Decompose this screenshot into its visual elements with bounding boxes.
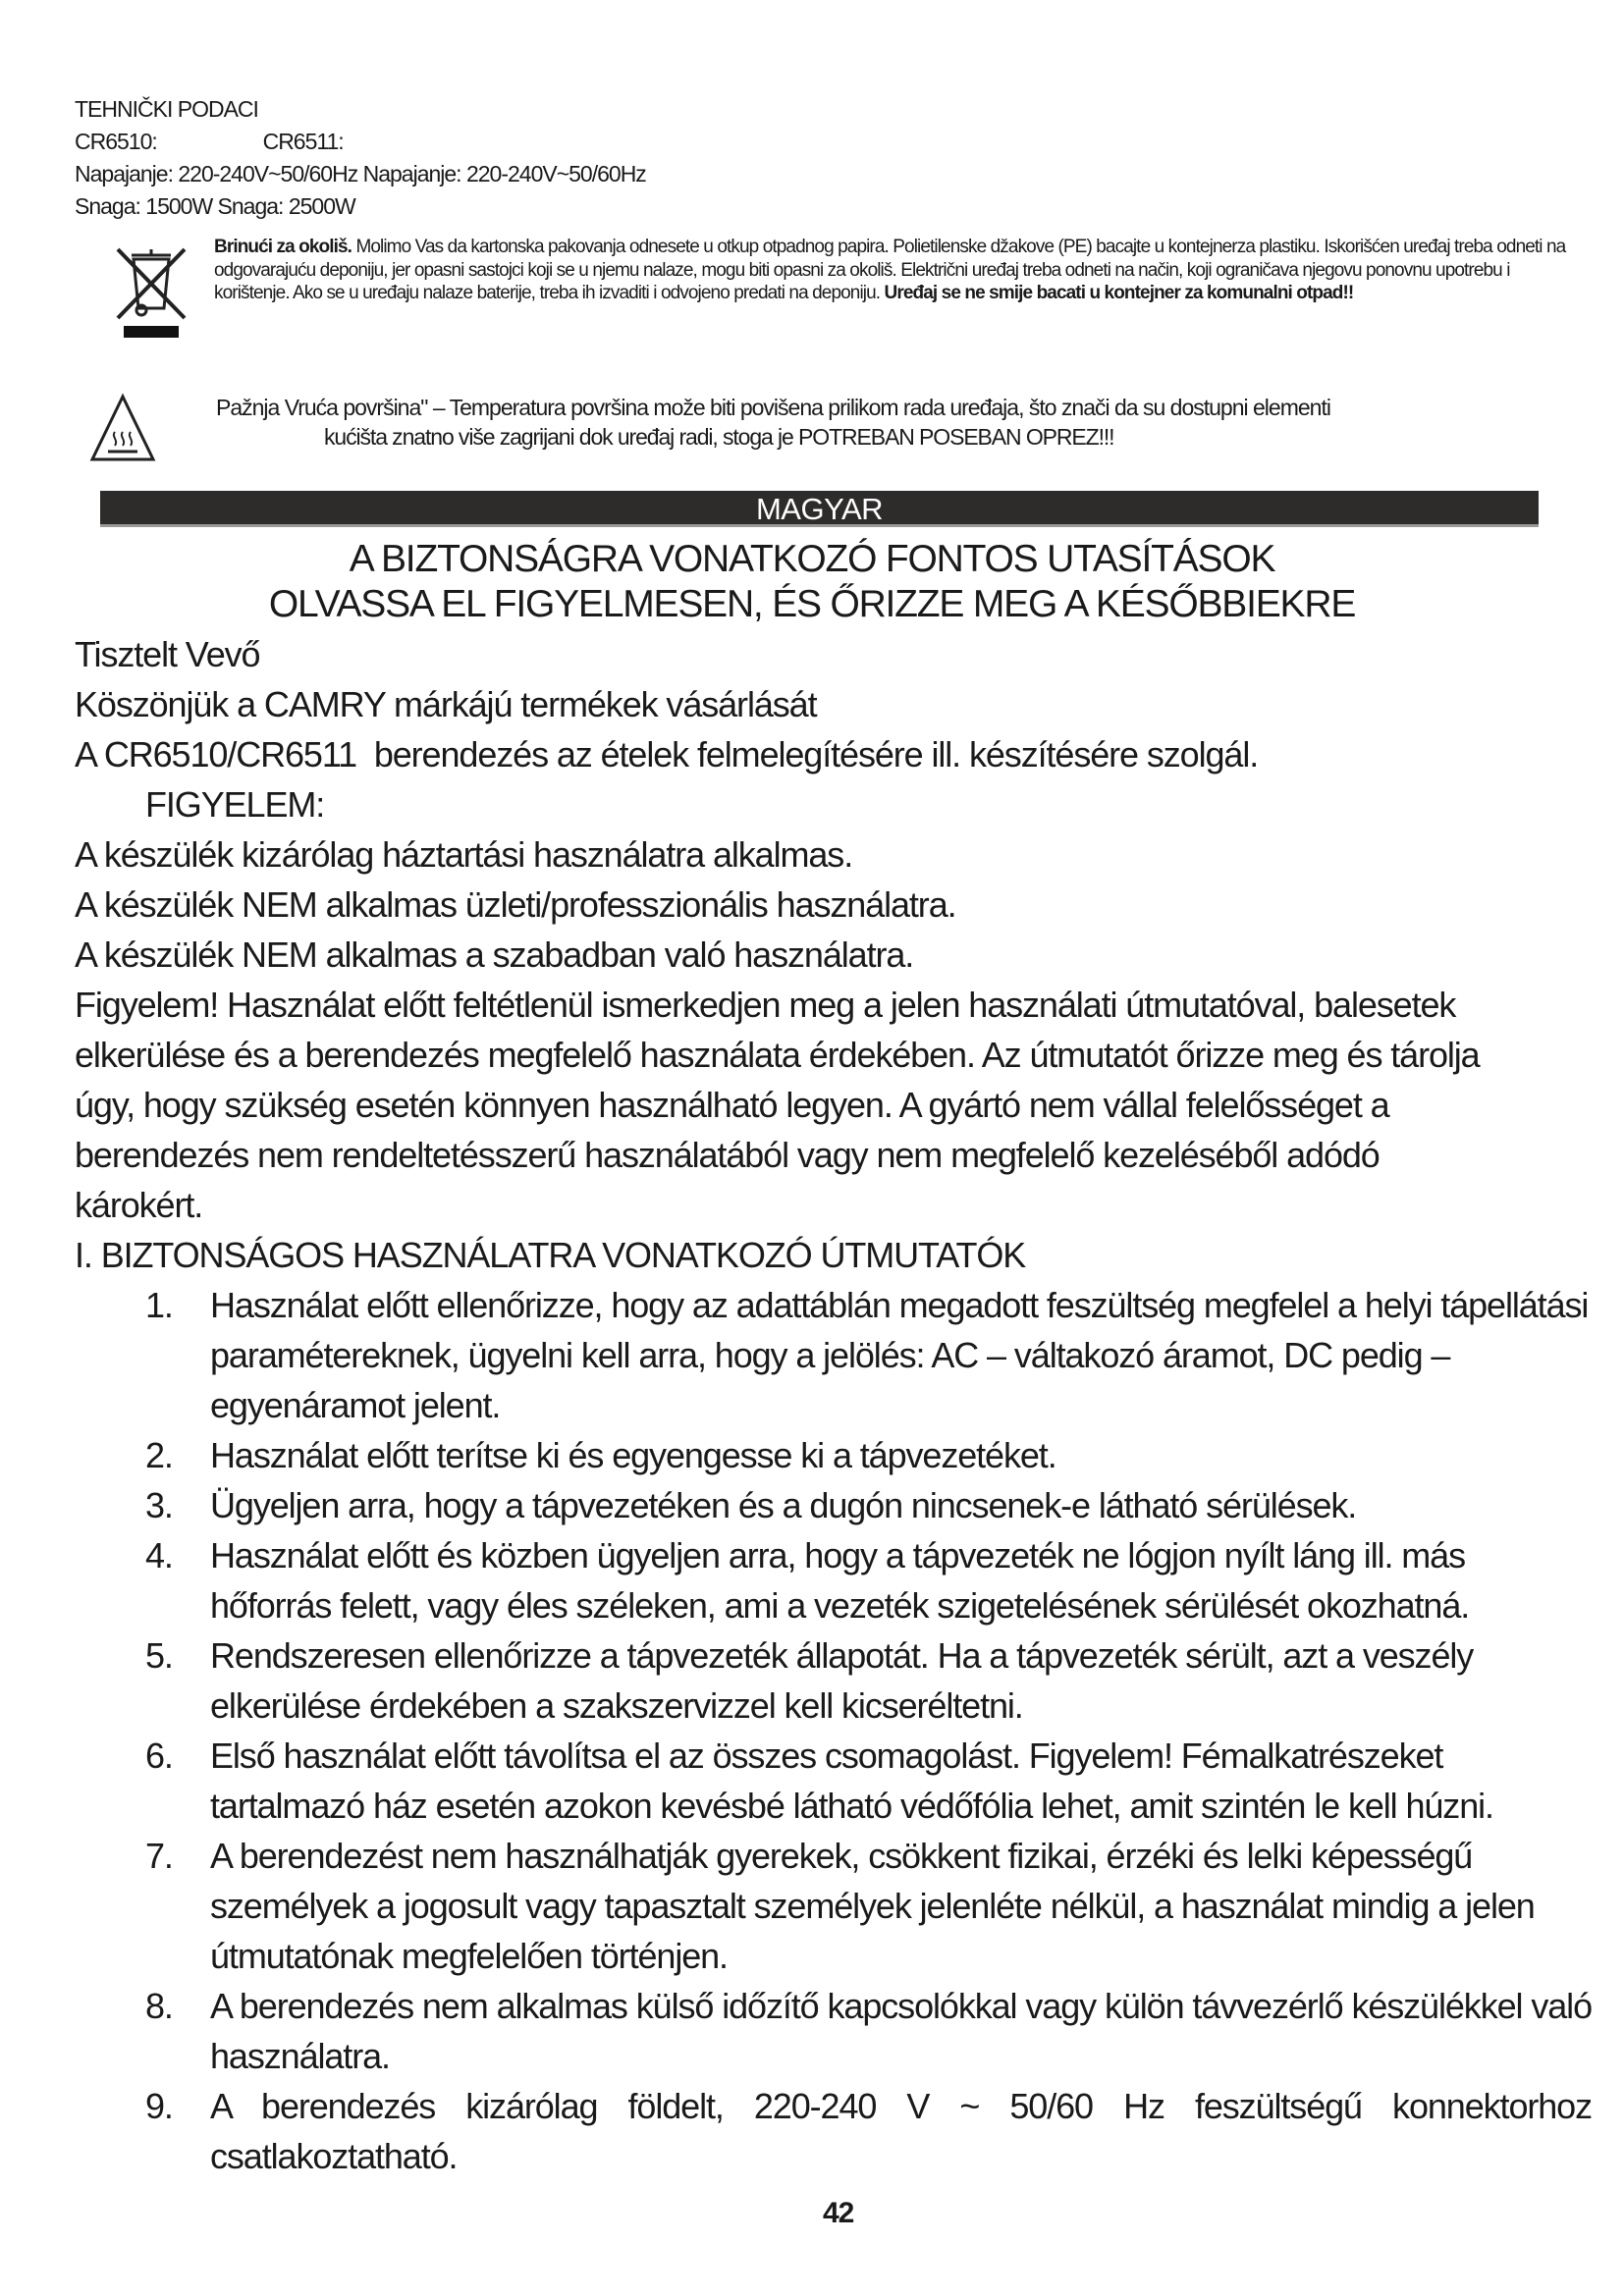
main-content	[75, 629, 1592, 2181]
item-number: 7.	[145, 1836, 173, 1876]
item-text: Első használat előtt távolítsa el az összes csomagolást. Figyelem! Fémalkatrészeket tartalmazó ház esetén azokon kevésbé látható védőfólia lehet, amit szintén le kell húzni.	[210, 1735, 1493, 1826]
tech-power: Snaga: 1500W Snaga: 2500W	[75, 193, 355, 219]
section-title: I. BIZTONSÁGOS HASZNÁLATRA VONATKOZÓ ÚTMUTATÓK	[75, 1235, 1026, 1275]
weee-bin-icon	[112, 245, 190, 339]
page-number: 42	[823, 2197, 854, 2229]
tech-title: TEHNIČKI PODACI	[75, 96, 258, 122]
item-text: A berendezés nem alkalmas külső időzítő kapcsolókkal vagy külön távvezérlő készülékkel való használatra.	[210, 1986, 1592, 2076]
hot-warning-line1: Pažnja Vruća površina" – Temperatura površina može biti povišena prilikom rada uređaja, što znači da su dostupni elementi	[216, 395, 1330, 420]
list-item	[75, 1731, 1592, 1831]
note: A készülék NEM alkalmas a szabadban való használatra.	[75, 934, 914, 975]
language-section-bar: MAGYAR	[100, 491, 1539, 527]
list-item	[75, 1430, 1592, 1480]
list-item	[75, 1530, 1592, 1630]
environment-text: Molimo Vas da kartonska pakovanja odnesete u otkup otpadnog papira. Polietilenske džakove (PE) bacajte u kontejnerza plastiku. Iskorišćen uređaj treba odneti na odgovarajuću deponiju, jer opasni sastojci koji se u njemu nalaze, mogu biti opasni za okoliš. Električni uređaj treba odneti na način, koji ograničava njegovu ponovnu upotrebu i korištenje. Ako se u uređaju nalaze baterije, treba ih izvaditi i odvojeno predati na deponiju.	[214, 237, 1566, 303]
tech-models: CR6510: CR6511:	[75, 129, 344, 154]
item-number: 1.	[145, 1285, 173, 1325]
item-number: 2.	[145, 1435, 173, 1475]
item-number: 9.	[145, 2086, 173, 2126]
environment-bold-end: Uređaj se ne smije bacati u kontejner za komunalni otpad!!	[880, 283, 1354, 303]
item-number: 6.	[145, 1735, 173, 1776]
list-item	[75, 1480, 1592, 1530]
list-item	[75, 1981, 1592, 2081]
tech-power-supply: Napajanje: 220-240V~50/60Hz Napajanje: 220-240V~50/60Hz	[75, 161, 646, 187]
item-text: Használat előtt ellenőrizze, hogy az adattáblán megadott feszültség megfelel a helyi tápellátási paramétereknek, ügyelni kell arra, hogy a jelölés: AC – váltakozó áramot, DC pedig – egyenáramot jelent.	[210, 1285, 1589, 1425]
safety-list	[75, 1280, 1592, 2181]
list-item	[75, 1831, 1592, 1981]
list-item	[75, 1630, 1592, 1731]
item-text: Ügyeljen arra, hogy a tápvezetéken és a dugón nincsenek-e látható sérülések.	[210, 1485, 1357, 1525]
item-text: A berendezés kizárólag földelt, 220-240 V ~ 50/60 Hz feszültségű konnektorhoz csatlakoztatható.	[210, 2086, 1592, 2176]
warning-paragraph: Figyelem! Használat előtt feltétlenül ismerkedjen meg a jelen használati útmutatóval, balesetek elkerülése és a berendezés megfelelő használata érdekében. Az útmutatót őrizze meg és tárolja úgy, hogy szükség esetén könnyen használható legyen. A gyártó nem vállal felelősséget a berendezés nem rendeltetésszerű használatából vagy nem megfelelő kezeléséből adódó károkért.	[75, 985, 1480, 1225]
note: A készülék NEM alkalmas üzleti/professzionális használatra.	[75, 884, 956, 925]
item-text: A berendezést nem használhatják gyerekek, csökkent fizikai, érzéki és lelki képességű személyek a jogosult vagy tapasztalt személyek jelenléte nélkül, a használat mindig a jelen útmutatónak megfelelően történjen.	[210, 1836, 1535, 1976]
list-item	[75, 1280, 1592, 1430]
item-text: Használat előtt és közben ügyeljen arra, hogy a tápvezeték ne lógjon nyílt láng ill. más hőforrás felett, vagy éles széleken, ami a vezeték szigetelésének sérülését okozhatná.	[210, 1535, 1470, 1626]
item-text: Használat előtt terítse ki és egyengesse ki a tápvezetéket.	[210, 1435, 1056, 1475]
item-number: 4.	[145, 1535, 173, 1575]
item-number: 5.	[145, 1635, 173, 1676]
safety-heading: A BIZTONSÁGRA VONATKOZÓ FONTOS UTASÍTÁSOK	[349, 538, 1275, 580]
technical-data	[75, 93, 646, 223]
thanks: Köszönjük a CAMRY márkájú termékek vásárlását	[75, 684, 817, 724]
environment-bold-start: Brinući za okoliš.	[214, 237, 352, 257]
hot-warning-line2: kućišta znatno više zagrijani dok uređaj radi, stoga je POTREBAN POSEBAN OPREZ!!!	[324, 424, 1114, 450]
item-number: 3.	[145, 1485, 173, 1525]
item-text: Rendszeresen ellenőrizze a tápvezeték állapotát. Ha a tápvezeték sérült, azt a veszély elkerülése érdekében a szakszervizzel kell kicseréltetni.	[210, 1635, 1474, 1726]
greeting: Tisztelt Vevő	[75, 634, 260, 674]
item-number: 8.	[145, 1986, 173, 2026]
attention-label: FIGYELEM:	[145, 784, 325, 825]
note: A készülék kizárólag háztartási használatra alkalmas.	[75, 834, 853, 875]
safety-subheading: OLVASSA EL FIGYELMESEN, ÉS ŐRIZZE MEG A KÉSŐBBIEKRE	[268, 583, 1356, 625]
list-item	[75, 2081, 1592, 2181]
purpose: A CR6510/CR6511 berendezés az ételek felmelegítésére ill. készítésére szolgál.	[75, 734, 1259, 774]
environment-notice	[88, 236, 1581, 305]
hot-surface-icon	[88, 393, 157, 463]
